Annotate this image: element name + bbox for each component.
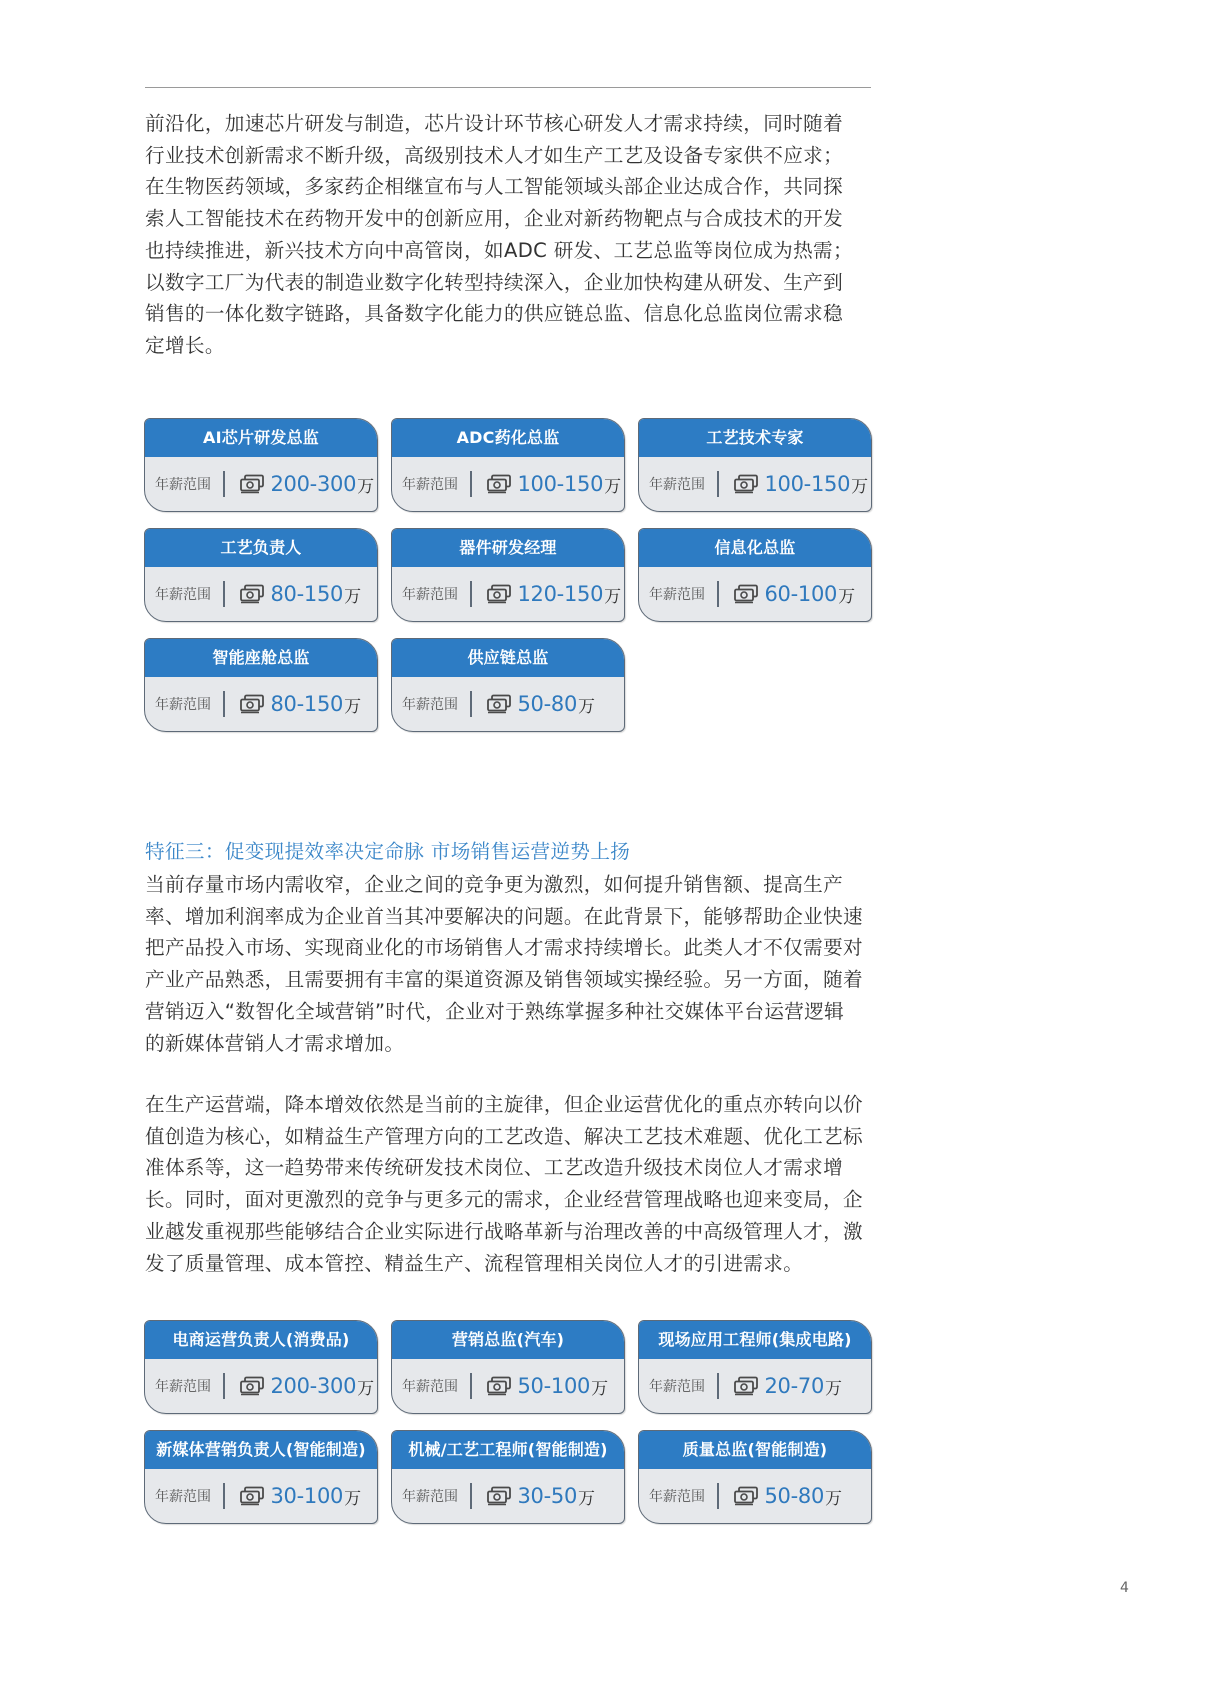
salary-range: 30-100 [270, 1484, 344, 1508]
job-title: ADC药化总监 [392, 419, 624, 457]
salary-label: 年薪范围 [649, 587, 705, 603]
money-stack-icon [239, 1486, 265, 1506]
salary-card [144, 638, 378, 732]
text-line: 定增长。 [145, 333, 225, 357]
salary-unit: 万 [357, 476, 375, 497]
job-title: 工艺负责人 [145, 529, 377, 567]
money-stack-icon [733, 1376, 759, 1396]
salary-card [638, 418, 872, 512]
salary-row [392, 567, 624, 621]
job-title: 智能座舱总监 [145, 639, 377, 677]
salary-range: 50-80 [764, 1484, 825, 1508]
text-line: 前沿化，加速芯片研发与制造，芯片设计环节核心研发人才需求持续，同时随着 [145, 112, 844, 135]
divider [717, 1373, 719, 1399]
salary-row [145, 457, 377, 511]
job-title: 信息化总监 [639, 529, 871, 567]
job-title: 工艺技术专家 [639, 419, 871, 457]
divider [223, 1373, 225, 1399]
salary-card [391, 638, 625, 732]
salary-row [392, 677, 624, 731]
divider [223, 1483, 225, 1509]
salary-range: 30-50 [517, 1484, 578, 1508]
text-line: 以数字工厂为代表的制造业数字化转型持续深入，企业加快构建从研发、生产到 [145, 270, 844, 294]
salary-range: 200-300 [270, 1374, 357, 1398]
salary-row [145, 1469, 377, 1523]
salary-label: 年薪范围 [649, 1489, 705, 1505]
divider [223, 471, 225, 497]
money-stack-icon [733, 1486, 759, 1506]
salary-unit: 万 [604, 476, 622, 497]
salary-unit: 万 [578, 696, 596, 717]
salary-card [638, 528, 872, 622]
text-line: 在生产运营端，降本增效依然是当前的主旋律，但企业运营优化的重点亦转向以价 [145, 1093, 863, 1116]
divider [470, 471, 472, 497]
divider [223, 581, 225, 607]
money-stack-icon [733, 474, 759, 494]
salary-range: 100-150 [764, 472, 851, 496]
section-3-paragraph-2 [145, 1089, 885, 1279]
salary-range: 200-300 [270, 472, 357, 496]
job-title: 营销总监(汽车) [392, 1321, 624, 1359]
salary-row [145, 567, 377, 621]
job-title: 电商运营负责人(消费品) [145, 1321, 377, 1359]
salary-card [638, 1320, 872, 1414]
job-title: 新媒体营销负责人(智能制造) [145, 1431, 377, 1469]
salary-unit: 万 [591, 1378, 609, 1399]
text-line: 长。同时，面对更激烈的竞争与更多元的需求，企业经营管理战略也迎来变局，企 [145, 1188, 863, 1212]
salary-card [638, 1430, 872, 1524]
salary-range: 50-100 [517, 1374, 591, 1398]
text-line: 值创造为核心，如精益生产管理方向的工艺改造、解决工艺技术难题、优化工艺标 [145, 1124, 863, 1148]
salary-cards-group-2 [144, 1320, 884, 1524]
text-line: 准体系等，这一趋势带来传统研发技术岗位、工艺改造升级技术岗位人才需求增 [145, 1156, 844, 1180]
salary-row [145, 1359, 377, 1413]
salary-label: 年薪范围 [402, 477, 458, 493]
salary-row [639, 457, 871, 511]
money-stack-icon [733, 584, 759, 604]
salary-unit: 万 [604, 586, 622, 607]
salary-range: 120-150 [517, 582, 604, 606]
salary-range: 100-150 [517, 472, 604, 496]
text-line: 也持续推进，新兴技术方向中高管岗，如ADC 研发、工艺总监等岗位成为热需； [145, 238, 853, 262]
text-line: 的新媒体营销人才需求增加。 [145, 1031, 405, 1055]
salary-card [144, 1430, 378, 1524]
text-line: 行业技术创新需求不断升级，高级别技术人才如生产工艺及设备专家供不应求； [145, 143, 844, 167]
money-stack-icon [486, 584, 512, 604]
salary-range: 60-100 [764, 582, 838, 606]
salary-label: 年薪范围 [649, 477, 705, 493]
salary-row [639, 567, 871, 621]
salary-label: 年薪范围 [155, 697, 211, 713]
money-stack-icon [486, 474, 512, 494]
text-line: 发了质量管理、成本管控、精益生产、流程管理相关岗位人才的引进需求。 [145, 1251, 804, 1275]
salary-unit: 万 [825, 1378, 843, 1399]
salary-row [145, 677, 377, 731]
text-line: 把产品投入市场、实现商业化的市场销售人才需求持续增长。此类人才不仅需要对 [145, 936, 863, 960]
salary-card [144, 418, 378, 512]
divider [470, 1373, 472, 1399]
salary-unit: 万 [838, 586, 856, 607]
text-line: 率、增加利润率成为企业首当其冲要解决的问题。在此背景下，能够帮助企业快速 [145, 904, 863, 928]
divider [223, 691, 225, 717]
salary-card [391, 418, 625, 512]
job-title: AI芯片研发总监 [145, 419, 377, 457]
money-stack-icon [239, 584, 265, 604]
intro-paragraph [145, 108, 885, 362]
salary-label: 年薪范围 [649, 1379, 705, 1395]
salary-label: 年薪范围 [155, 587, 211, 603]
page-number: 4 [1120, 1580, 1129, 1596]
salary-label: 年薪范围 [155, 1489, 211, 1505]
divider [470, 691, 472, 717]
salary-card [391, 1320, 625, 1414]
text-line: 在生物医药领域，多家药企相继宣布与人工智能领域头部企业达成合作，共同探 [145, 175, 844, 199]
salary-unit: 万 [344, 586, 362, 607]
salary-range: 20-70 [764, 1374, 825, 1398]
salary-label: 年薪范围 [155, 1379, 211, 1395]
money-stack-icon [486, 1486, 512, 1506]
section-3-paragraph-1 [145, 869, 885, 1059]
money-stack-icon [486, 694, 512, 714]
text-line: 当前存量市场内需收窄，企业之间的竞争更为激烈，如何提升销售额、提高生产 [145, 873, 844, 896]
salary-unit: 万 [344, 696, 362, 717]
text-line: 业越发重视那些能够结合企业实际进行战略革新与治理改善的中高级管理人才，激 [145, 1219, 863, 1243]
salary-row [392, 457, 624, 511]
money-stack-icon [239, 474, 265, 494]
salary-card [391, 528, 625, 622]
job-title: 机械/工艺工程师(智能制造) [392, 1431, 624, 1469]
salary-label: 年薪范围 [402, 1489, 458, 1505]
salary-unit: 万 [825, 1488, 843, 1509]
salary-unit: 万 [344, 1488, 362, 1509]
salary-unit: 万 [851, 476, 869, 497]
top-divider [145, 87, 871, 88]
section-3-title: 特征三：促变现提效率决定命脉 市场销售运营逆势上扬 [145, 840, 631, 863]
job-title: 现场应用工程师(集成电路) [639, 1321, 871, 1359]
money-stack-icon [239, 1376, 265, 1396]
salary-cards-group-1 [144, 418, 884, 732]
salary-label: 年薪范围 [402, 697, 458, 713]
salary-card [144, 528, 378, 622]
salary-unit: 万 [357, 1378, 375, 1399]
divider [470, 581, 472, 607]
text-line: 销售的一体化数字链路，具备数字化能力的供应链总监、信息化总监岗位需求稳 [145, 302, 844, 326]
money-stack-icon [486, 1376, 512, 1396]
salary-label: 年薪范围 [402, 1379, 458, 1395]
job-title: 器件研发经理 [392, 529, 624, 567]
salary-row [392, 1359, 624, 1413]
text-line: 产业产品熟悉，且需要拥有丰富的渠道资源及销售领域实操经验。另一方面，随着 [145, 968, 863, 992]
money-stack-icon [239, 694, 265, 714]
salary-label: 年薪范围 [155, 477, 211, 493]
salary-range: 80-150 [270, 582, 344, 606]
salary-range: 80-150 [270, 692, 344, 716]
divider [717, 581, 719, 607]
salary-row [639, 1359, 871, 1413]
salary-unit: 万 [578, 1488, 596, 1509]
job-title: 质量总监(智能制造) [639, 1431, 871, 1469]
divider [717, 1483, 719, 1509]
salary-card [144, 1320, 378, 1414]
job-title: 供应链总监 [392, 639, 624, 677]
salary-label: 年薪范围 [402, 587, 458, 603]
salary-range: 50-80 [517, 692, 578, 716]
text-line: 营销迈入“数智化全域营销”时代，企业对于熟练掌握多种社交媒体平台运营逻辑 [145, 999, 845, 1023]
text-line: 索人工智能技术在药物开发中的创新应用，企业对新药物靶点与合成技术的开发 [145, 207, 844, 231]
salary-row [392, 1469, 624, 1523]
divider [717, 471, 719, 497]
salary-card [391, 1430, 625, 1524]
divider [470, 1483, 472, 1509]
salary-row [639, 1469, 871, 1523]
